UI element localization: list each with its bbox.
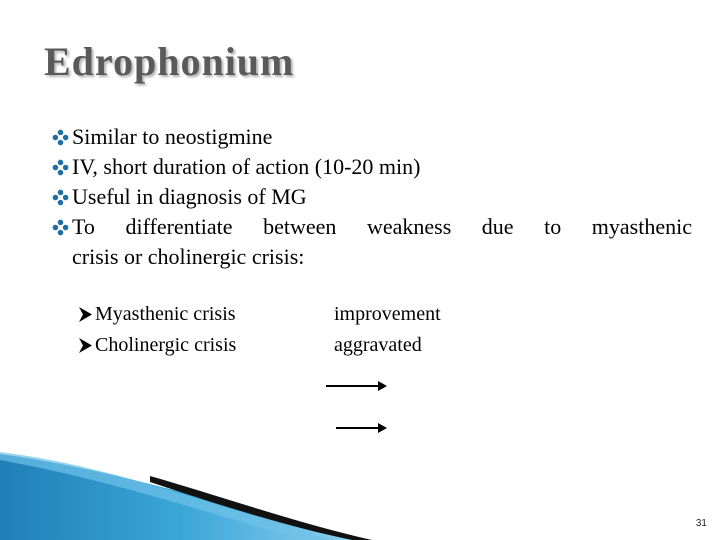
bullet-list: [52, 122, 692, 272]
diamond-bullet-icon: [52, 159, 69, 176]
sub-item-value: aggravated: [334, 334, 422, 356]
bullet-text-line-1: To differentiate between weakness due to myasthenic: [72, 214, 692, 239]
bullet-item: [52, 122, 692, 152]
bullet-text: IV, short duration of action (10-20 min): [72, 154, 421, 179]
right-arrow-icon: [336, 422, 388, 434]
arrowhead-bullet-icon: [78, 306, 93, 323]
arrowhead-bullet-icon: [78, 337, 93, 354]
decorative-swoosh: [0, 440, 720, 540]
bullet-text-line-2: crisis or cholinergic crisis:: [72, 244, 305, 269]
sub-item-value: improvement: [334, 303, 441, 325]
bullet-item: [52, 182, 692, 212]
bullet-item: [52, 212, 692, 272]
slide-title: Edrophonium: [44, 39, 295, 84]
bullet-text: Similar to neostigmine: [72, 124, 273, 149]
right-arrow-icon: [326, 380, 388, 392]
diamond-bullet-icon: [52, 129, 69, 146]
bullet-item: [52, 152, 692, 182]
diamond-bullet-icon: [52, 219, 69, 236]
page-number: 31: [695, 518, 707, 529]
sub-item-label: Myasthenic crisis: [95, 303, 236, 325]
bullet-text: Useful in diagnosis of MG: [72, 184, 307, 209]
sub-item-label: Cholinergic crisis: [95, 334, 237, 356]
diamond-bullet-icon: [52, 189, 69, 206]
